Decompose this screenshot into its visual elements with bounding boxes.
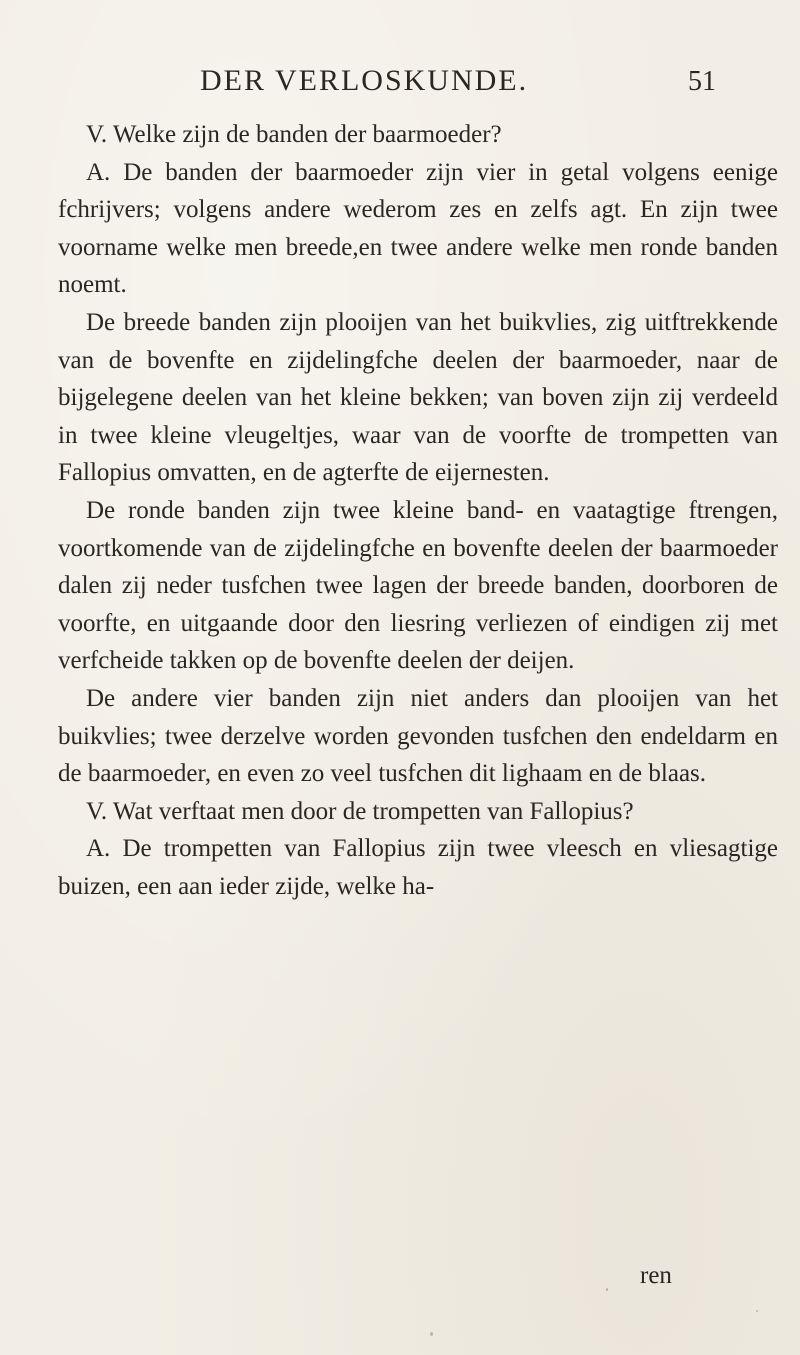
paper-speck xyxy=(430,1332,433,1336)
paragraph-other-ligaments: De andere vier banden zijn niet anders dan plooijen van het buikvlies; twee derzelve worden gevonden tusfchen den endeldarm en de baarmoeder, en even zo veel tusfchen dit lighaam en de blaas. xyxy=(58,684,778,788)
paragraph-answer-2: A. De trompetten van Fallopius zijn twee vleesch en vliesagtige buizen, een aan ieder zijde, welke ha- xyxy=(58,835,778,900)
paragraph-round-ligaments: De ronde banden zijn twee kleine band- en vaatagtige ftrengen, voortkomende van de zijdelingfche en bovenfte deelen der baarmoeder dalen zij neder tusfchen twee lagen der breede banden, doorboren de voorfte, en uitgaande door den liesring verliezen of eindigen zij met verfcheide takken op de bovenfte deelen der deijen. xyxy=(58,496,778,675)
paragraph-question-1: V. Welke zijn de banden der baarmoeder? xyxy=(86,121,502,148)
catchword: ren xyxy=(640,1262,672,1289)
paper-speck xyxy=(606,1288,608,1291)
paragraph-broad-ligaments: De breede banden zijn plooijen van het buikvlies, zig uitftrekkende van de bovenfte en zijdelingfche deelen der baarmoeder, naar de bijgelegene deelen van het kleine bekken; van boven zijn zij verdeeld in twee kleine vleugeltjes, waar van de voorfte de trompetten van Fallopius omvatten, en de agterfte de eijernesten. xyxy=(58,308,778,487)
paragraph-question-2: V. Wat verftaat men door de trompetten van Fallopius? xyxy=(86,797,634,825)
page-number: 51 xyxy=(688,66,716,97)
running-title: DER VERLOSKUNDE. xyxy=(200,64,529,97)
paper-speck xyxy=(756,1310,758,1312)
paragraph-answer-1: A. De banden der baarmoeder zijn vier in getal volgens eenige fchrijvers; volgens andere wederom zes en zelfs agt. En zijn twee voorname welke men breede,en twee andere welke men ronde banden noemt. xyxy=(58,158,778,299)
page-body xyxy=(58,116,778,905)
